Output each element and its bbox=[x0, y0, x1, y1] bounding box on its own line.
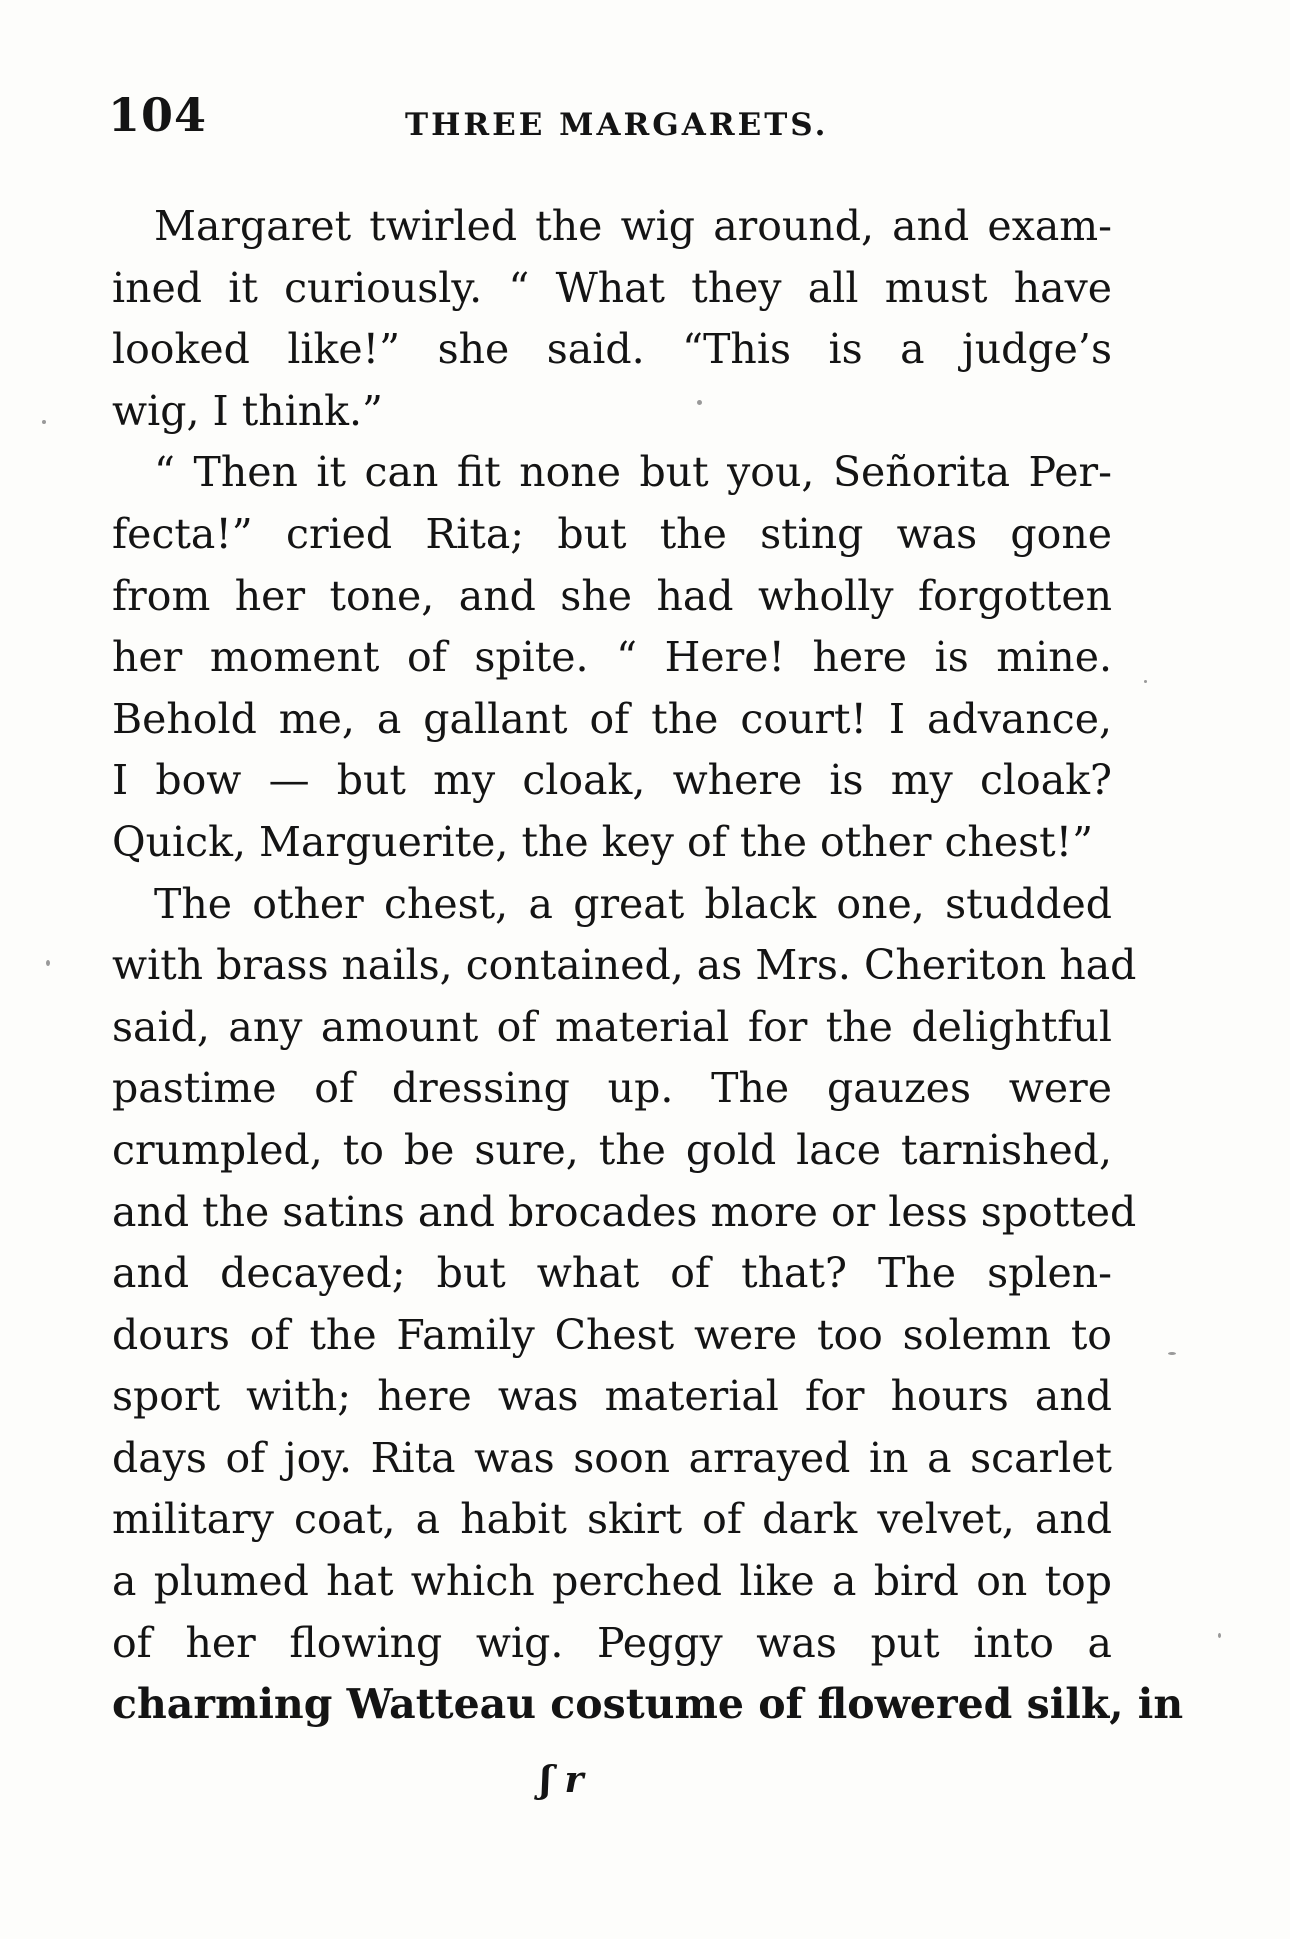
text-line: ined it curiously. “ What they all must have bbox=[112, 263, 1112, 312]
text-line: charming Watteau costume of flowered silk, in bbox=[112, 1680, 1184, 1729]
body-text bbox=[112, 196, 1184, 1736]
text-line: Margaret twirled the wig around, and exam- bbox=[154, 202, 1112, 250]
scan-speck bbox=[46, 960, 50, 966]
text-line: Behold me, a gallant of the court! I advance, bbox=[112, 694, 1112, 743]
text-line: and decayed; but what of that? The splen- bbox=[112, 1249, 1112, 1298]
scan-speck bbox=[1168, 1352, 1176, 1355]
text-line: crumpled, to be sure, the gold lace tarnished, bbox=[112, 1125, 1112, 1174]
text-line: sport with; here was material for hours and bbox=[112, 1372, 1112, 1421]
text-line: of her flowing wig. Peggy was put into a bbox=[112, 1618, 1112, 1667]
text-line: military coat, a habit skirt of dark velvet, and bbox=[112, 1495, 1112, 1544]
text-line: her moment of spite. “ Here! here is mine. bbox=[112, 633, 1112, 682]
text-line: with brass nails, contained, as Mrs. Cheriton had bbox=[112, 941, 1137, 990]
running-head: THREE MARGARETS. bbox=[405, 107, 829, 143]
text-line: from her tone, and she had wholly forgotten bbox=[112, 571, 1112, 620]
scan-speck bbox=[697, 400, 702, 405]
text-line: fecta!” cried Rita; but the sting was gone bbox=[112, 509, 1112, 558]
text-line: “ Then it can fit none but you, Señorita Per- bbox=[154, 448, 1112, 497]
scan-speck bbox=[42, 420, 46, 424]
text-line: wig, I think.” bbox=[112, 386, 383, 435]
text-line: The other chest, a great black one, studded bbox=[154, 879, 1112, 928]
text-line: said, any amount of material for the delightful bbox=[112, 1002, 1112, 1051]
scan-speck bbox=[1144, 680, 1147, 683]
text-line: looked like!” she said. “This is a judge’s bbox=[112, 325, 1112, 374]
text-line: Quick, Marguerite, the key of the other chest!” bbox=[112, 817, 1094, 866]
text-line: and the satins and brocades more or less spotted bbox=[112, 1187, 1137, 1236]
text-line: pastime of dressing up. The gauzes were bbox=[112, 1064, 1112, 1113]
scan-speck bbox=[1218, 1633, 1221, 1638]
text-line: days of joy. Rita was soon arrayed in a scarlet bbox=[112, 1433, 1112, 1482]
text-line: I bow — but my cloak, where is my cloak? bbox=[112, 756, 1112, 805]
signature-mark: ʃ r bbox=[540, 1759, 584, 1801]
text-line: a plumed hat which perched like a bird on top bbox=[112, 1557, 1112, 1606]
text-line: dours of the Family Chest were too solemn to bbox=[112, 1310, 1112, 1359]
page-number: 104 bbox=[108, 88, 208, 142]
